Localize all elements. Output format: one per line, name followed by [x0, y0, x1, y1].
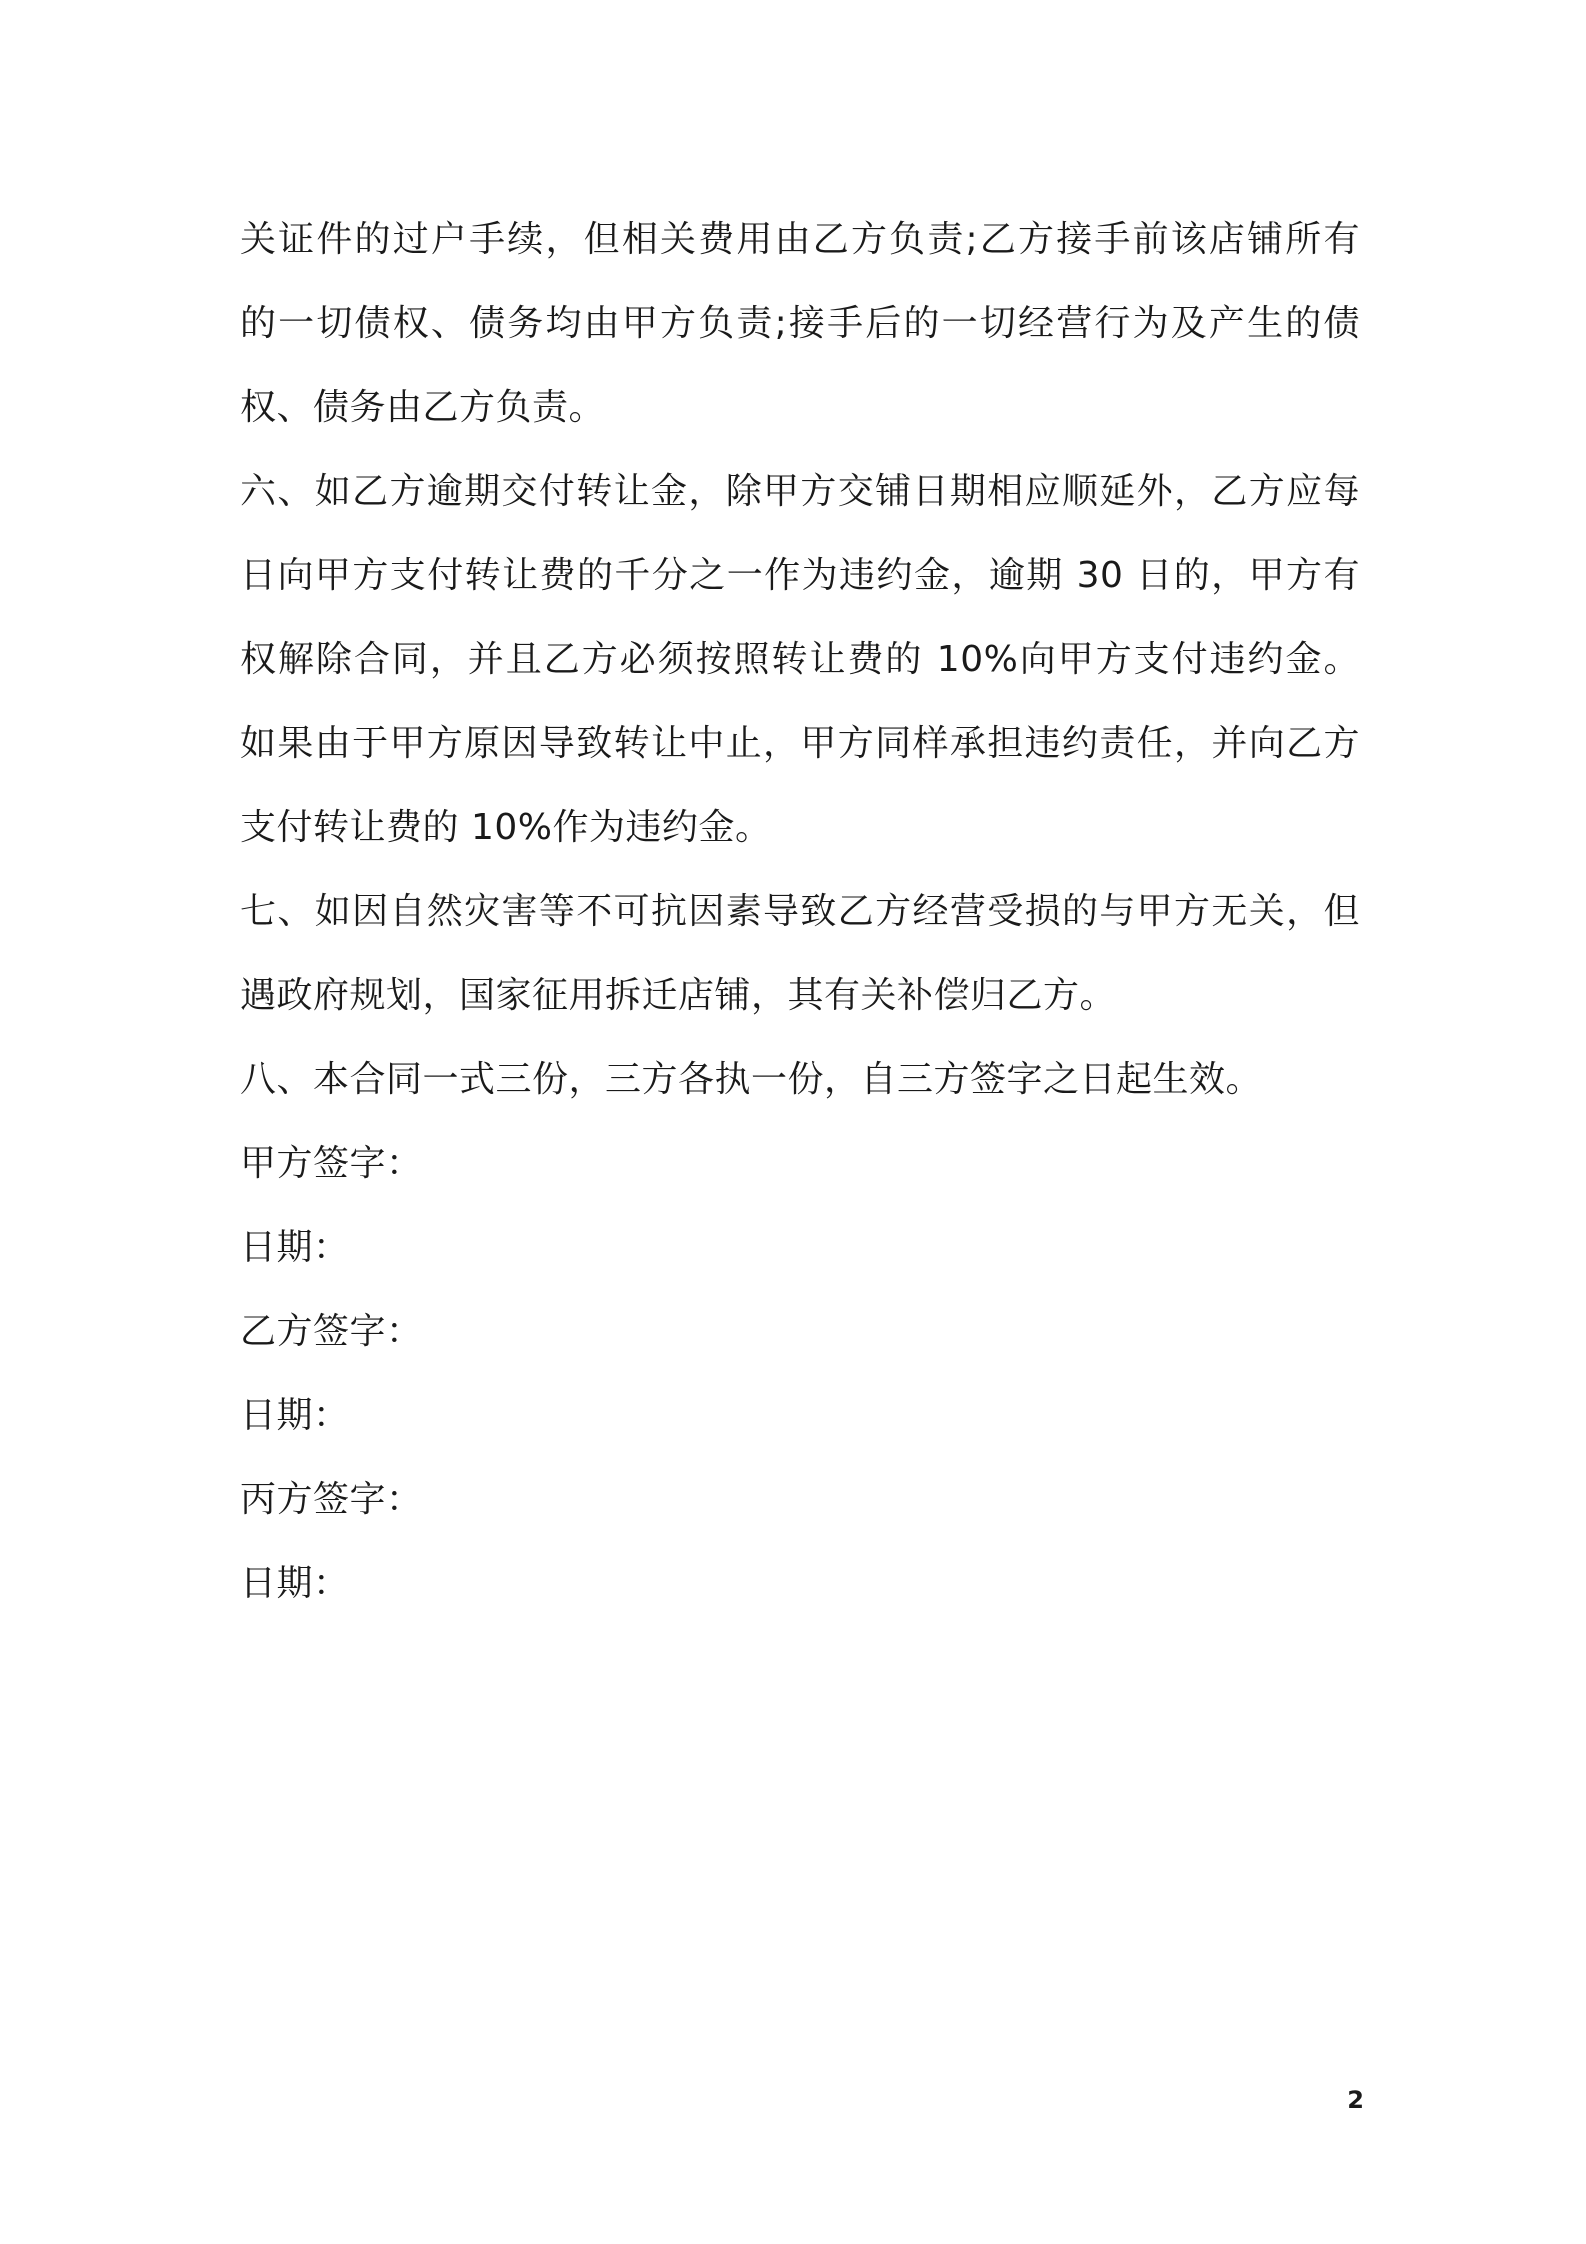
party-a-signature-label: 甲方签字： [240, 1143, 423, 1184]
page-number: 2 [1347, 2086, 1364, 2114]
body-line-3: 权、债务由乙方负责。 [240, 387, 606, 428]
clause-six-line-5: 支付转让费的 10%作为违约金。 [240, 807, 772, 848]
party-c-signature-label: 丙方签字： [240, 1479, 423, 1520]
body-line-1: 关证件的过户手续，但相关费用由乙方负责;乙方接手前该店铺所有 [240, 219, 1360, 260]
party-c-date-label: 日期： [240, 1563, 350, 1604]
clause-six-line-1: 六、如乙方逾期交付转让金，除甲方交铺日期相应顺延外，乙方应每 [240, 471, 1360, 512]
party-b-date-label: 日期： [240, 1395, 350, 1436]
body-line-2: 的一切债权、债务均由甲方负责;接手后的一切经营行为及产生的债 [240, 303, 1360, 344]
clause-six-line-4: 如果由于甲方原因导致转让中止，甲方同样承担违约责任，并向乙方 [240, 723, 1360, 764]
clause-seven-line-1: 七、如因自然灾害等不可抗因素导致乙方经营受损的与甲方无关，但 [240, 891, 1360, 932]
clause-six-line-3: 权解除合同，并且乙方必须按照转让费的 10%向甲方支付违约金。 [240, 639, 1360, 680]
party-a-date-label: 日期： [240, 1227, 350, 1268]
clause-six-line-2: 日向甲方支付转让费的千分之一作为违约金，逾期 30 日的，甲方有 [240, 555, 1360, 596]
clause-seven-line-2: 遇政府规划，国家征用拆迁店铺，其有关补偿归乙方。 [240, 975, 1117, 1016]
document-body [240, 198, 1360, 1626]
clause-eight-line-1: 八、本合同一式三份，三方各执一份，自三方签字之日起生效。 [240, 1059, 1263, 1100]
party-b-signature-label: 乙方签字： [240, 1311, 423, 1352]
